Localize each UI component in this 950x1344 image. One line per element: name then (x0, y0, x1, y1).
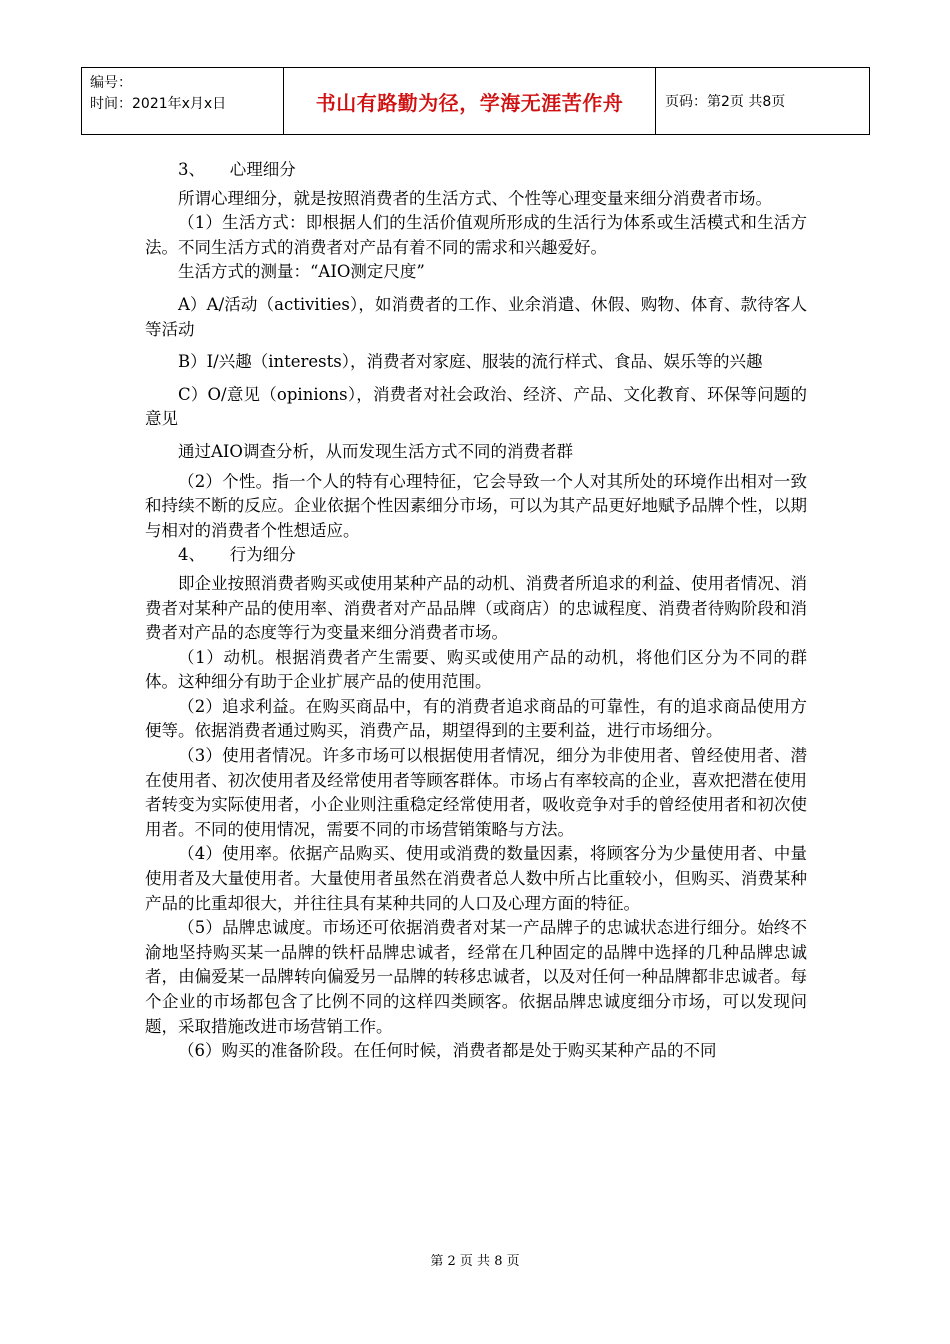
document-number-label: 编号： (90, 75, 132, 91)
paragraph: 即企业按照消费者购买或使用某种产品的动机、消费者所追求的利益、使用者情况、消费者对某种产品的使用率、消费者对产品品牌（或商店）的忠诚程度、消费者待购阶段和消费者对产品的态度等行为变量来细分消费者市场。 (145, 573, 807, 643)
header-meta (82, 68, 284, 134)
document-body (145, 158, 807, 1064)
paragraph: （4）使用率。依据产品购买、使用或消费的数量因素，将顾客分为少量使用者、中量使用者及大量使用者。大量使用者虽然在消费者总人数中所占比重较小，但购买、消费某种产品的比重却很大，并往往具有某种共同的人口及心理方面的特征。 (145, 844, 807, 913)
paragraph: 通过AIO调查分析，从而发现生活方式不同的消费者群 (178, 441, 573, 461)
paragraph: C）O/意见（opinions），消费者对社会政治、经济、产品、文化教育、环保等问题的意见 (145, 384, 807, 429)
paragraph: （1）动机。根据消费者产生需要、购买或使用产品的动机，将他们区分为不同的群体。这种细分有助于企业扩展产品的使用范围。 (145, 647, 807, 692)
paragraph: 所谓心理细分，就是按照消费者的生活方式、个性等心理变量来细分消费者市场。 (178, 188, 772, 208)
paragraph: 生活方式的测量：“AIO测定尺度” (178, 262, 425, 282)
paragraph: B）I/兴趣（interests），消费者对家庭、服装的流行样式、食品、娱乐等的兴趣 (178, 352, 763, 372)
paragraph: （2）追求利益。在购买商品中，有的消费者追求商品的可靠性，有的追求商品使用方便等。依据消费者通过购买，消费产品，期望得到的主要利益，进行市场细分。 (145, 696, 807, 741)
paragraph: （1）生活方式：即根据人们的生活价值观所形成的生活行为体系或生活模式和生活方法。不同生活方式的消费者对产品有着不同的需求和兴趣爱好。 (145, 213, 807, 257)
section-heading: 4、 行为细分 (178, 545, 296, 565)
paragraph: A）A/活动（activities），如消费者的工作、业余消遣、休假、购物、体育、款待客人等活动 (145, 294, 807, 339)
paragraph: （3）使用者情况。许多市场可以根据使用者情况，细分为非使用者、曾经使用者、潜在使用者、初次使用者及经常使用者等顾客群体。市场占有率较高的企业，喜欢把潜在使用者转变为实际使用者，小企业则注重稳定经常使用者，吸收竞争对手的曾经使用者和初次使用者。不同的使用情况，需要不同的市场营销策略与方法。 (145, 746, 807, 839)
section-heading: 3、 心理细分 (178, 160, 296, 179)
paragraph: （6）购买的准备阶段。在任何时候，消费者都是处于购买某种产品的不同 (178, 1041, 717, 1061)
header-page-number: 页码：第2页 共8页 (665, 94, 786, 110)
header-motto: 书山有路勤为径，学海无涯苦作舟 (284, 68, 656, 134)
document-time-label: 时间：2021年x月x日 (90, 96, 227, 112)
paragraph: （5）品牌忠诚度。市场还可依据消费者对某一产品牌子的忠诚状态进行细分。始终不渝地坚持购买某一品牌的铁杆品牌忠诚者，经常在几种固定的品牌中选择的几种品牌忠诚者，由偏爱某一品牌转向偏爱另一品牌的转移忠诚者，以及对任何一种品牌都非忠诚者。每个企业的市场都包含了比例不同的这样四类顾客。依据品牌忠诚度细分市场，可以发现问题，采取措施改进市场营销工作。 (145, 918, 807, 1036)
paragraph: （2）个性。指一个人的特有心理特征，它会导致一个人对其所处的环境作出相对一致和持续不断的反应。企业依据个性因素细分市场，可以为其产品更好地赋予品牌个性，以期与相对的消费者个性想适应。 (145, 471, 807, 540)
document-header (81, 67, 870, 135)
page-footer: 第 2 页 共 8 页 (430, 1254, 520, 1269)
